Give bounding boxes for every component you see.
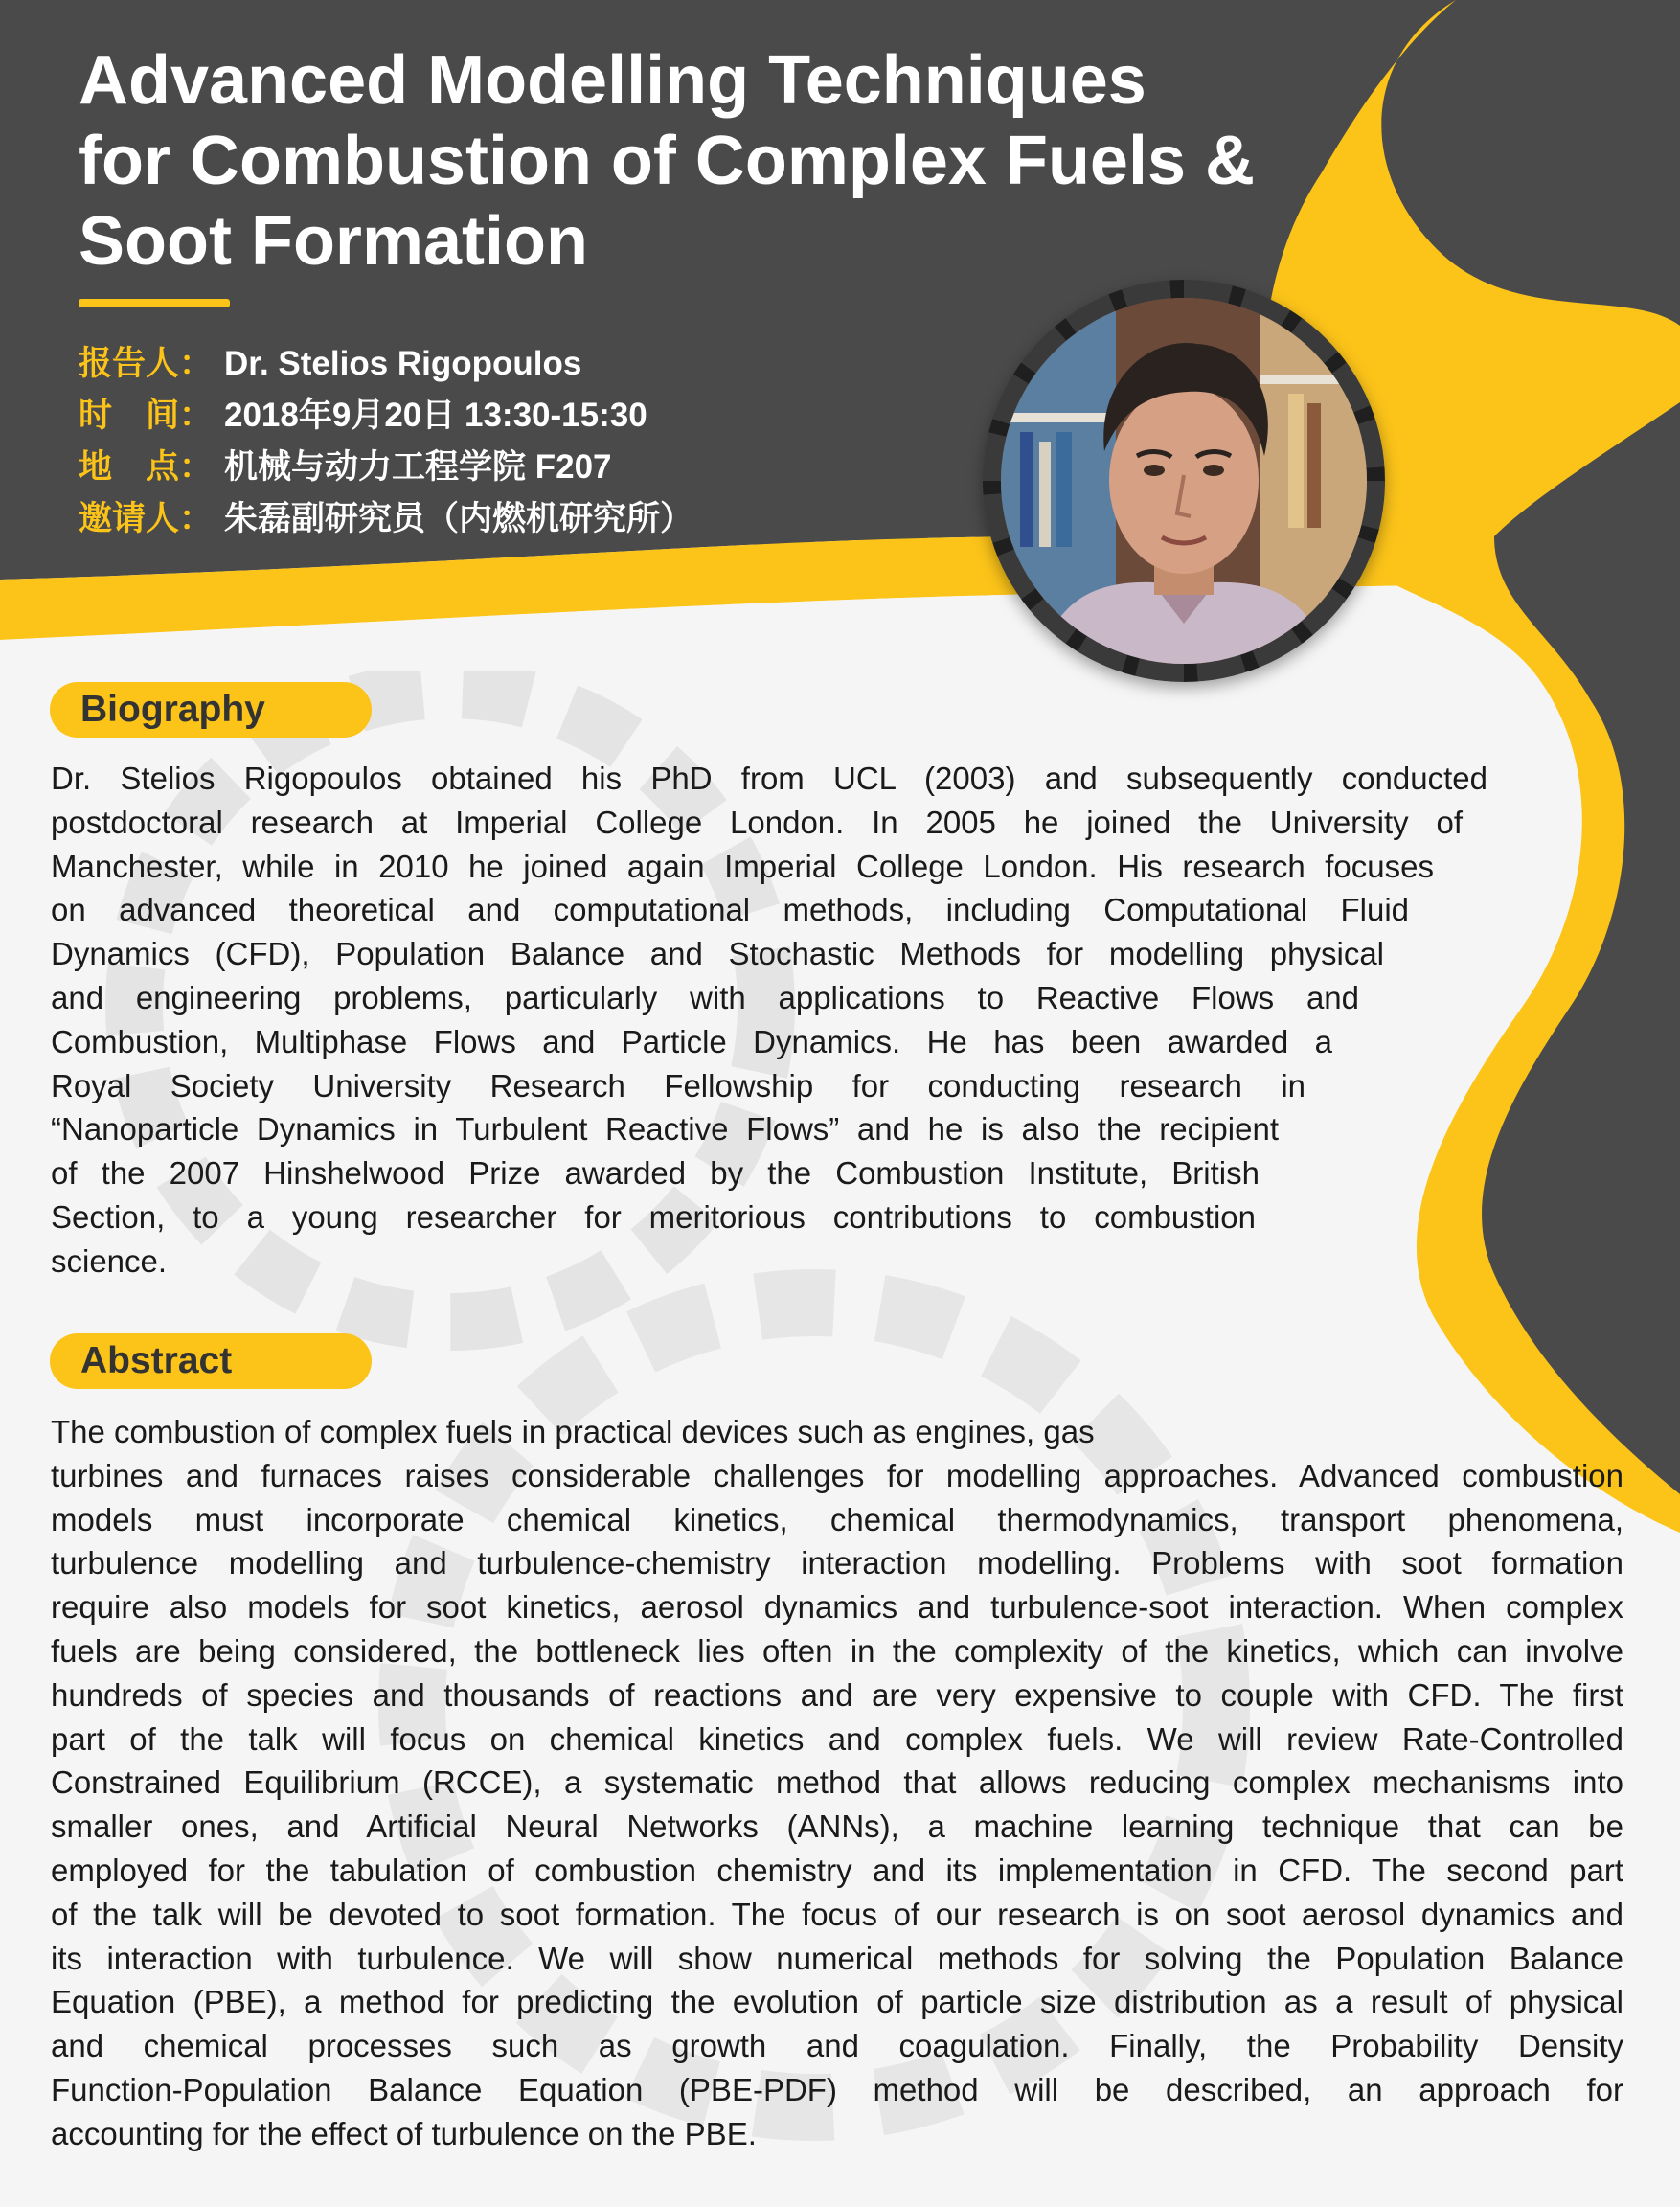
info-value: 2018年9月20日 13:30-15:30 — [224, 397, 647, 434]
portrait-frame — [983, 280, 1385, 682]
abstract-line: hundreds of species and thousands of reactions and are very expensive to couple with CFD. The first — [51, 1676, 1623, 1713]
info-value: 朱磊副研究员（内燃机研究所） — [224, 500, 694, 537]
title-line: Soot Formation — [79, 203, 588, 280]
abstract-text — [51, 1410, 1623, 2156]
abstract-line: Constrained Equilibrium (RCCE), a systematic method that allows reducing complex mechanisms into — [51, 1764, 1623, 1801]
speaker-photo-illustration — [1001, 298, 1367, 664]
abstract-line: turbines and furnaces raises considerable challenges for modelling approaches. Advanced combustion — [51, 1457, 1623, 1493]
abstract-line: The combustion of complex fuels in practical devices such as engines, gas — [51, 1414, 1095, 1449]
info-value: 机械与动力工程学院 F207 — [224, 448, 612, 486]
info-row-time — [79, 389, 693, 441]
abstract-line: accounting for the effect of turbulence on the PBE. — [51, 2115, 757, 2151]
title-underline — [79, 299, 230, 307]
abstract-line: its interaction with turbulence. We will show numerical methods for solving the Population Balance — [51, 1940, 1623, 1976]
speaker-photo — [1001, 298, 1367, 664]
biography-line: Combustion, Multiphase Flows and Particle Dynamics. He has been awarded a — [51, 1023, 1332, 1059]
info-label: 时 间： — [79, 397, 214, 434]
biography-line: Dynamics (CFD), Population Balance and Stochastic Methods for modelling physical — [51, 936, 1384, 972]
abstract-line: turbulence modelling and turbulence-chemistry interaction modelling. Problems with soot formation — [51, 1545, 1623, 1581]
biography-line: postdoctoral research at Imperial College London. In 2005 he joined the University of — [51, 804, 1463, 840]
biography-line: Dr. Stelios Rigopoulos obtained his PhD from UCL (2003) and subsequently conducted — [51, 761, 1487, 796]
abstract-line: part of the talk will focus on chemical kinetics and complex fuels. We will review Rate-Controlled — [51, 1720, 1623, 1757]
info-value: Dr. Stelios Rigopoulos — [224, 345, 582, 382]
biography-line: of the 2007 Hinshelwood Prize awarded by the Combustion Institute, British — [51, 1155, 1260, 1192]
info-row-host — [79, 492, 693, 544]
abstract-line: smaller ones, and Artificial Neural Networks (ANNs), a machine learning technique that can be — [51, 1809, 1623, 1845]
biography-line: on advanced theoretical and computational methods, including Computational Fluid — [51, 892, 1409, 928]
biography-text — [51, 757, 1487, 1284]
abstract-line: employed for the tabulation of combustion chemistry and its implementation in CFD. The second part — [51, 1852, 1623, 1888]
page-title — [79, 40, 1324, 282]
abstract-line: and chemical processes such as growth and coagulation. Finally, the Probability Density — [51, 2028, 1623, 2064]
biography-line: science. — [51, 1242, 168, 1279]
abstract-line: of the talk will be devoted to soot formation. The focus of our research is on soot aerosol dynamics and — [51, 1896, 1623, 1932]
biography-line: and engineering problems, particularly with applications to Reactive Flows and — [51, 979, 1359, 1015]
abstract-line: fuels are being considered, the bottleneck lies often in the complexity of the kinetics, which can involve — [51, 1632, 1623, 1669]
info-label: 邀请人： — [79, 500, 214, 537]
biography-line: Manchester, while in 2010 he joined again Imperial College London. His research focuses — [51, 848, 1434, 884]
info-label: 地 点： — [79, 448, 214, 486]
abstract-line: Function-Population Balance Equation (PBE-PDF) method will be described, an approach for — [51, 2071, 1623, 2107]
event-info — [79, 337, 693, 544]
biography-heading: Biography — [50, 682, 372, 738]
info-label: 报告人： — [79, 345, 214, 382]
abstract-line: Equation (PBE), a method for predicting the evolution of particle size distribution as a result of physical — [51, 1984, 1623, 2020]
abstract-line: require also models for soot kinetics, aerosol dynamics and turbulence-soot interaction. When complex — [51, 1589, 1623, 1626]
biography-line: “Nanoparticle Dynamics in Turbulent Reactive Flows” and he is also the recipient — [51, 1111, 1279, 1148]
info-row-speaker — [79, 337, 693, 389]
abstract-heading: Abstract — [50, 1333, 372, 1389]
info-row-location — [79, 441, 693, 492]
title-line: for Combustion of Complex Fuels & — [79, 123, 1256, 199]
biography-line: Royal Society University Research Fellowship for conducting research in — [51, 1067, 1305, 1104]
biography-line: Section, to a young researcher for meritorious contributions to combustion — [51, 1198, 1256, 1235]
title-line: Advanced Modelling Techniques — [79, 42, 1146, 119]
abstract-line: models must incorporate chemical kinetics, chemical thermodynamics, transport phenomena, — [51, 1501, 1623, 1537]
